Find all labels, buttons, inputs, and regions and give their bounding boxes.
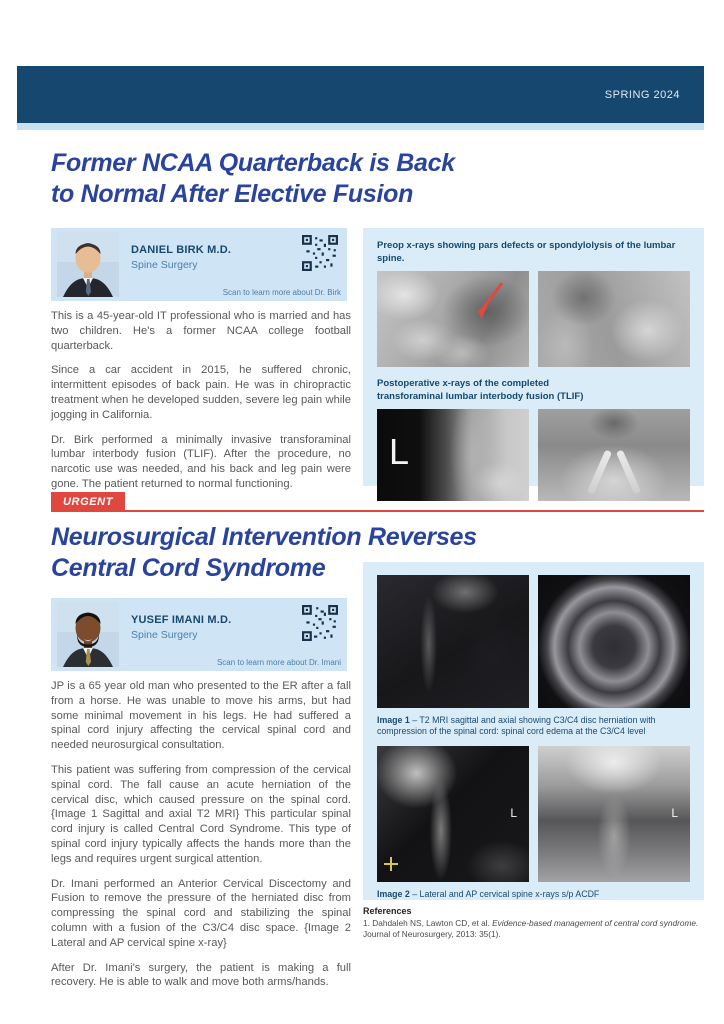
mri-sagittal-image — [377, 575, 529, 708]
article1-paragraph: This is a 45-year-old IT professional who is married and has two children. He's a former NCAA college football quarterback. — [51, 310, 351, 352]
article1-headline-line2: to Normal After Elective Fusion — [51, 180, 414, 208]
xray-preop-lateral — [377, 271, 529, 367]
postop-caption-line2: transforaminal lumbar interbody fusion (TLIF) — [377, 390, 584, 402]
left-side-marker: L — [510, 805, 517, 820]
red-arrow-icon — [469, 279, 507, 323]
postop-caption-line1: Postoperative x-rays of the completed — [377, 378, 550, 389]
image1-caption-label: Image 1 — [377, 715, 410, 725]
article1-headline-line1: Former NCAA Quarterback is Back — [51, 149, 455, 177]
article2-image-panel — [363, 562, 704, 900]
article1-paragraph: Dr. Birk performed a minimally invasive transforaminal lumbar interbody fusion (TLIF). After the procedure, no narcotic use was needed, and his back and leg pain were gone. The patient returned to normal functioning. — [51, 433, 351, 490]
reference-entry-suffix: Journal of Neurosurgery, 2013: 35(1). — [363, 928, 501, 939]
article1-headline — [51, 148, 611, 210]
mri-axial-image — [538, 575, 690, 708]
article2-paragraph: JP is a 65 year old man who presented to the ER after a fall from a horse. He was unable to move his arms, but had some minimal movement in his legs. He had suffered a spinal cord injury affecting the cervical spinal cord and needed neurosurgical consultation. — [51, 680, 351, 752]
qr-code-imani-icon — [302, 605, 338, 641]
xray-postop-ap — [538, 409, 690, 501]
article2-paragraph: This patient was suffering from compression of the cervical spinal cord. The fall cause an acute herniation of the cervical disc, which caused pressure on the spinal cord. {Image 1 Sagittal and axial T2 MRI} This particular spinal cord injury is called Central Cord Syndrome. This type of spinal cord injury typically affects the hands more than the legs and requires urgent surgical attention. — [51, 763, 351, 865]
urgent-badge: URGENT — [51, 492, 125, 512]
xray-ap-cervical — [538, 746, 690, 882]
article2-paragraph: After Dr. Imani's surgery, the patient is making a full recovery. He is able to walk and move both arms/hands. — [51, 961, 351, 989]
issue-label: SPRING 2024 — [604, 88, 680, 101]
xray-lateral-cervical — [377, 746, 529, 882]
article1-body — [51, 309, 351, 502]
image2-caption-text: – Lateral and AP cervical spine x-rays s/p ACDF — [409, 888, 600, 899]
pedicle-screw-graphic — [587, 450, 612, 495]
qr-caption-birk: Scan to learn more about Dr. Birk — [222, 288, 341, 297]
qr-code-birk-icon — [302, 235, 338, 271]
postop-caption — [377, 378, 690, 403]
doctor-imani-photo — [57, 602, 119, 667]
image2-caption — [377, 889, 690, 900]
calibration-cross-icon — [384, 857, 398, 871]
image1-caption — [377, 715, 690, 738]
qr-caption-imani: Scan to learn more about Dr. Imani — [216, 658, 341, 667]
reference-entry-prefix: 1. Dahdaleh NS, Lawton CD, et al. — [363, 918, 493, 928]
urgent-ribbon — [51, 492, 704, 512]
doctor-birk-specialty: Spine Surgery — [131, 259, 198, 271]
doctor-imani-name: YUSEF IMANI M.D. — [131, 614, 232, 626]
image2-caption-label: Image 2 — [377, 888, 410, 899]
urgent-rule — [51, 510, 704, 513]
reference-entry — [363, 918, 704, 940]
references-heading: References — [363, 906, 412, 916]
reference-entry-title: Evidence-based management of central cord syndrome. — [492, 918, 699, 928]
pedicle-screw-graphic — [616, 450, 641, 495]
xray-preop-oblique — [538, 271, 690, 367]
left-side-marker: L — [671, 805, 678, 820]
article2-paragraph: Dr. Imani performed an Anterior Cervical Discectomy and Fusion to remove the pressure of the herniated disc from compressing the spinal cord and stabilizing the spinal column with a fusion of the C3/C4 disc space. {Image 2 Lateral and AP cervical spine x-ray} — [51, 877, 351, 949]
preop-caption: Preop x-rays showing pars defects or spondylolysis of the lumbar spine. — [377, 240, 676, 264]
doctor-card-imani — [51, 598, 347, 671]
masthead-bar — [17, 66, 704, 123]
doctor-imani-specialty: Spine Surgery — [131, 629, 198, 641]
article2-body — [51, 679, 351, 1000]
references-block — [363, 906, 704, 940]
xray-postop-lateral — [377, 409, 529, 501]
article1-paragraph: Since a car accident in 2015, he suffered chronic, intermittent episodes of back pain. He was in chiropractic treatment when he developed sudden, severe leg pain while jogging in California. — [51, 364, 351, 421]
image1-caption-text: – T2 MRI sagittal and axial showing C3/C4 disc herniation with compression of the spinal cord: spinal cord edema at the C3/C4 level — [377, 715, 656, 737]
masthead-accent-strip — [17, 123, 704, 130]
doctor-birk-photo — [57, 232, 119, 297]
article2-headline-line1: Neurosurgical Intervention Reverses — [51, 523, 477, 551]
article2-headline-line2: Central Cord Syndrome — [51, 554, 326, 582]
left-side-marker: L — [389, 431, 410, 472]
doctor-card-birk — [51, 228, 347, 301]
article1-image-panel — [363, 228, 704, 486]
doctor-birk-name: DANIEL BIRK M.D. — [131, 244, 232, 256]
